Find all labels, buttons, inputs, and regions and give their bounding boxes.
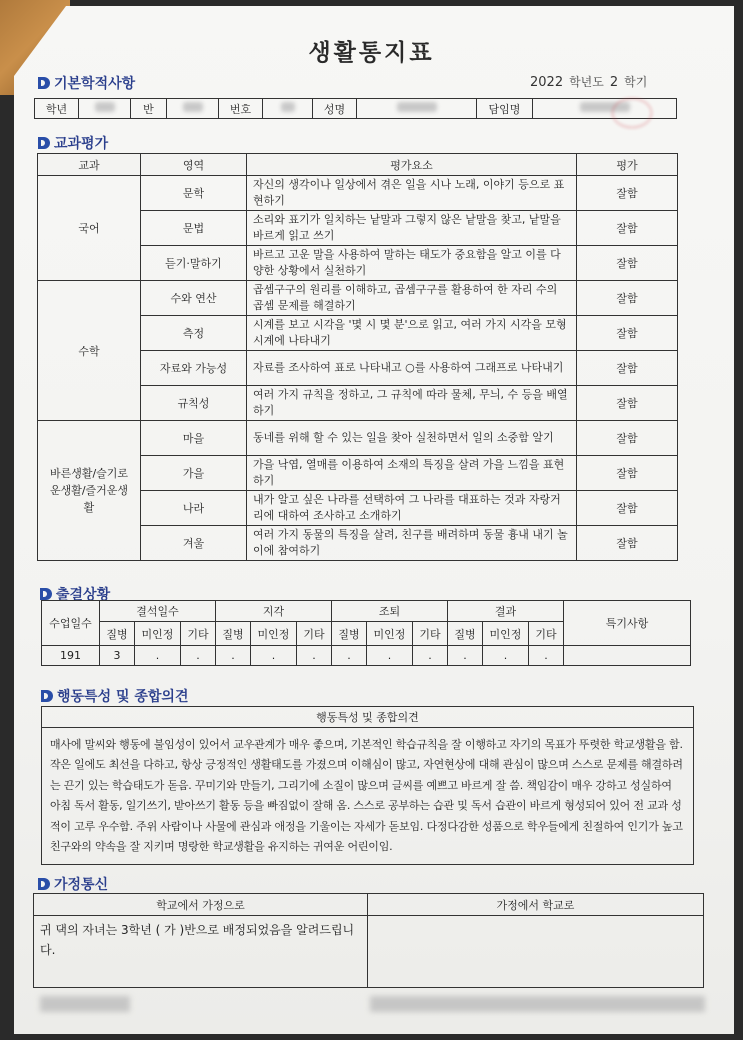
criteria-cell: 여러 가지 규칙을 정하고, 그 규칙에 따라 물체, 무늬, 수 등을 배열하기: [247, 386, 577, 421]
behavior-table: [41, 706, 694, 865]
criteria-cell: 내가 알고 싶은 나라를 선택하여 그 나라를 대표하는 것과 자랑거리에 대하여 조사하고 소개하기: [247, 491, 577, 526]
eval-cell: 잘함: [577, 526, 678, 561]
att-remarks-value: [564, 646, 691, 666]
eval-cell: 잘함: [577, 491, 678, 526]
section-marker-icon: [38, 77, 50, 89]
att-value: .: [367, 646, 413, 666]
att-sub-other: 기타: [297, 622, 332, 646]
section-grades: [38, 133, 108, 153]
subject-cell: 국어: [38, 176, 141, 281]
footer-blurred-left: [40, 996, 130, 1012]
teacher-label: 담임명: [477, 99, 533, 119]
eval-cell: 잘함: [577, 421, 678, 456]
home-table: [33, 893, 704, 988]
grade-label: 학년: [35, 99, 79, 119]
footer-blurred-right: [370, 996, 705, 1012]
att-sub-unexcused: 미인정: [367, 622, 413, 646]
att-sub-other: 기타: [413, 622, 448, 646]
section-basic-label: 기본학적사항: [54, 76, 136, 92]
criteria-cell: 여러 가지 동물의 특징을 살려, 친구를 배려하며 동물 흉내 내기 놀이에 참여하기: [247, 526, 577, 561]
criteria-cell: 동네를 위해 할 수 있는 일을 찾아 실천하면서 일의 소중함 알기: [247, 421, 577, 456]
att-value: .: [483, 646, 529, 666]
att-sub-other: 기타: [181, 622, 216, 646]
home-home-to-school-label: 가정에서 학교로: [368, 894, 704, 916]
att-sub-unexcused: 미인정: [135, 622, 181, 646]
grade-value: [79, 99, 131, 119]
criteria-cell: 자료를 조사하여 표로 나타내고 ○를 사용하여 그래프로 나타내기: [247, 351, 577, 386]
home-school-to-home-text: 귀 댁의 자녀는 3학년 ( 가 )반으로 배정되었음을 알려드립니다.: [34, 916, 368, 988]
behavior-text: 매사에 말씨와 행동에 불임성이 있어서 교우관계가 매우 좋으며, 기본적인 학습규칙을 잘 이행하고 자기의 목표가 뚜렷한 학교생활을 함. 작은 일에도 최선을 다하고, 항상 긍정적인 생활태도를 가졌으며 이해심이 많고, 자연현상에 대해 관심이 많으며 스스로 문제를 해결하려는 끈기 있는 학습태도가 돋음. 꾸미기와 만들기, 그리기에 소질이 많으며 글씨를 예쁘고 바르게 잘 씀. 책임감이 매우 강하고 성실하여 아침 독서 활동, 일기쓰기, 받아쓰기 활동 등을 빠짐없이 잘해 옴. 스스로 공부하는 습관 및 독서 습관이 바르게 형성되어 있어 전 교과 성적이 고루 우수함. 주위 사람이나 사물에 관심과 애정을 기울이는 자세가 돋보임. 다정다감한 성품으로 학우들에게 친절하여 인기가 높고 친구와의 약속을 잘 지키며 명랑한 학교생활을 유지하는 귀여운 어린이임.: [42, 728, 694, 865]
section-marker-icon: [38, 137, 50, 149]
table-row: [38, 281, 678, 316]
section-home: [38, 874, 108, 894]
area-cell: 나라: [141, 491, 247, 526]
att-value: .: [332, 646, 367, 666]
area-cell: 문학: [141, 176, 247, 211]
table-row: [42, 646, 691, 666]
area-cell: 가을: [141, 456, 247, 491]
att-school-days-value: 191: [42, 646, 100, 666]
criteria-cell: 곱셈구구의 원리를 이해하고, 곱셈구구를 활용하여 한 자리 수의 곱셈 문제를 해결하기: [247, 281, 577, 316]
home-school-to-home-label: 학교에서 가정으로: [34, 894, 368, 916]
att-sub-other: 기타: [529, 622, 564, 646]
year-label: 학년도: [569, 75, 604, 89]
eval-cell: 잘함: [577, 456, 678, 491]
att-value: .: [216, 646, 251, 666]
att-value: .: [181, 646, 216, 666]
teacher-value: [533, 99, 677, 119]
area-cell: 측정: [141, 316, 247, 351]
area-cell: 수와 연산: [141, 281, 247, 316]
area-cell: 겨울: [141, 526, 247, 561]
teacher-stamp: [612, 98, 652, 128]
basic-info-table: [34, 98, 677, 119]
section-behavior-label: 행동특성 및 종합의견: [57, 689, 189, 705]
area-cell: 자료와 가능성: [141, 351, 247, 386]
att-school-days-label: 수업일수: [42, 601, 100, 646]
area-cell: 문법: [141, 211, 247, 246]
number-value: [263, 99, 313, 119]
section-attendance-label: 출결상황: [56, 587, 111, 603]
att-group-early: 조퇴: [332, 601, 448, 622]
table-row: [38, 421, 678, 456]
name-value: [357, 99, 477, 119]
grade-header-criteria: 평가요소: [247, 154, 577, 176]
att-value: 3: [100, 646, 135, 666]
class-label: 반: [131, 99, 167, 119]
att-value: .: [135, 646, 181, 666]
eval-cell: 잘함: [577, 386, 678, 421]
criteria-cell: 바르고 고운 말을 사용하여 말하는 태도가 중요함을 알고 이를 다양한 상황에서 실천하기: [247, 246, 577, 281]
att-sub-unexcused: 미인정: [251, 622, 297, 646]
criteria-cell: 자신의 생각이나 일상에서 겪은 일을 시나 노래, 이야기 등으로 표현하기: [247, 176, 577, 211]
criteria-cell: 시계를 보고 시각을 '몇 시 몇 분'으로 읽고, 여러 가지 시각을 모형 시계에 나타내기: [247, 316, 577, 351]
att-value: .: [413, 646, 448, 666]
area-cell: 마을: [141, 421, 247, 456]
term-value: 2: [609, 75, 619, 90]
att-group-result: 결과: [448, 601, 564, 622]
section-grades-label: 교과평가: [54, 136, 109, 152]
table-row: [38, 176, 678, 211]
eval-cell: 잘함: [577, 351, 678, 386]
grade-header-area: 영역: [141, 154, 247, 176]
criteria-cell: 가을 낙엽, 열매를 이용하여 소재의 특징을 살려 가을 느낌을 표현하기: [247, 456, 577, 491]
section-home-label: 가정통신: [54, 877, 109, 893]
year-value: 2022: [530, 75, 564, 90]
class-value: [167, 99, 219, 119]
att-sub-sick: 질병: [448, 622, 483, 646]
eval-cell: 잘함: [577, 281, 678, 316]
eval-cell: 잘함: [577, 176, 678, 211]
behavior-header: 행동특성 및 종합의견: [42, 707, 694, 728]
page-title: 생활통지표: [308, 40, 435, 66]
section-marker-icon: [41, 690, 53, 702]
number-label: 번호: [219, 99, 263, 119]
section-marker-icon: [38, 878, 50, 890]
grade-header-subject: 교과: [38, 154, 141, 176]
term-label: 학기: [624, 75, 648, 89]
section-marker-icon: [40, 588, 52, 600]
eval-cell: 잘함: [577, 316, 678, 351]
att-group-absence: 결석일수: [100, 601, 216, 622]
section-behavior: [41, 686, 188, 706]
att-value: .: [297, 646, 332, 666]
att-sub-sick: 질병: [216, 622, 251, 646]
section-basic: [38, 73, 135, 93]
home-home-to-school-text: [368, 916, 704, 988]
att-sub-sick: 질병: [100, 622, 135, 646]
area-cell: 듣기·말하기: [141, 246, 247, 281]
att-value: .: [529, 646, 564, 666]
att-value: .: [448, 646, 483, 666]
area-cell: 규칙성: [141, 386, 247, 421]
attendance-table: [41, 600, 691, 666]
eval-cell: 잘함: [577, 211, 678, 246]
att-sub-sick: 질병: [332, 622, 367, 646]
criteria-cell: 소리와 표기가 일치하는 낱말과 그렇지 않은 낱말을 찾고, 낱말을 바르게 읽고 쓰기: [247, 211, 577, 246]
year-term-line: [530, 73, 647, 90]
subject-cell: 수학: [38, 281, 141, 421]
att-group-late: 지각: [216, 601, 332, 622]
att-sub-unexcused: 미인정: [483, 622, 529, 646]
name-label: 성명: [313, 99, 357, 119]
grade-header-eval: 평가: [577, 154, 678, 176]
att-value: .: [251, 646, 297, 666]
grade-table: [37, 153, 678, 561]
eval-cell: 잘함: [577, 246, 678, 281]
att-remarks-label: 특기사항: [564, 601, 691, 646]
subject-cell: 바른생활/슬기로운생활/즐거운생활: [38, 421, 141, 561]
